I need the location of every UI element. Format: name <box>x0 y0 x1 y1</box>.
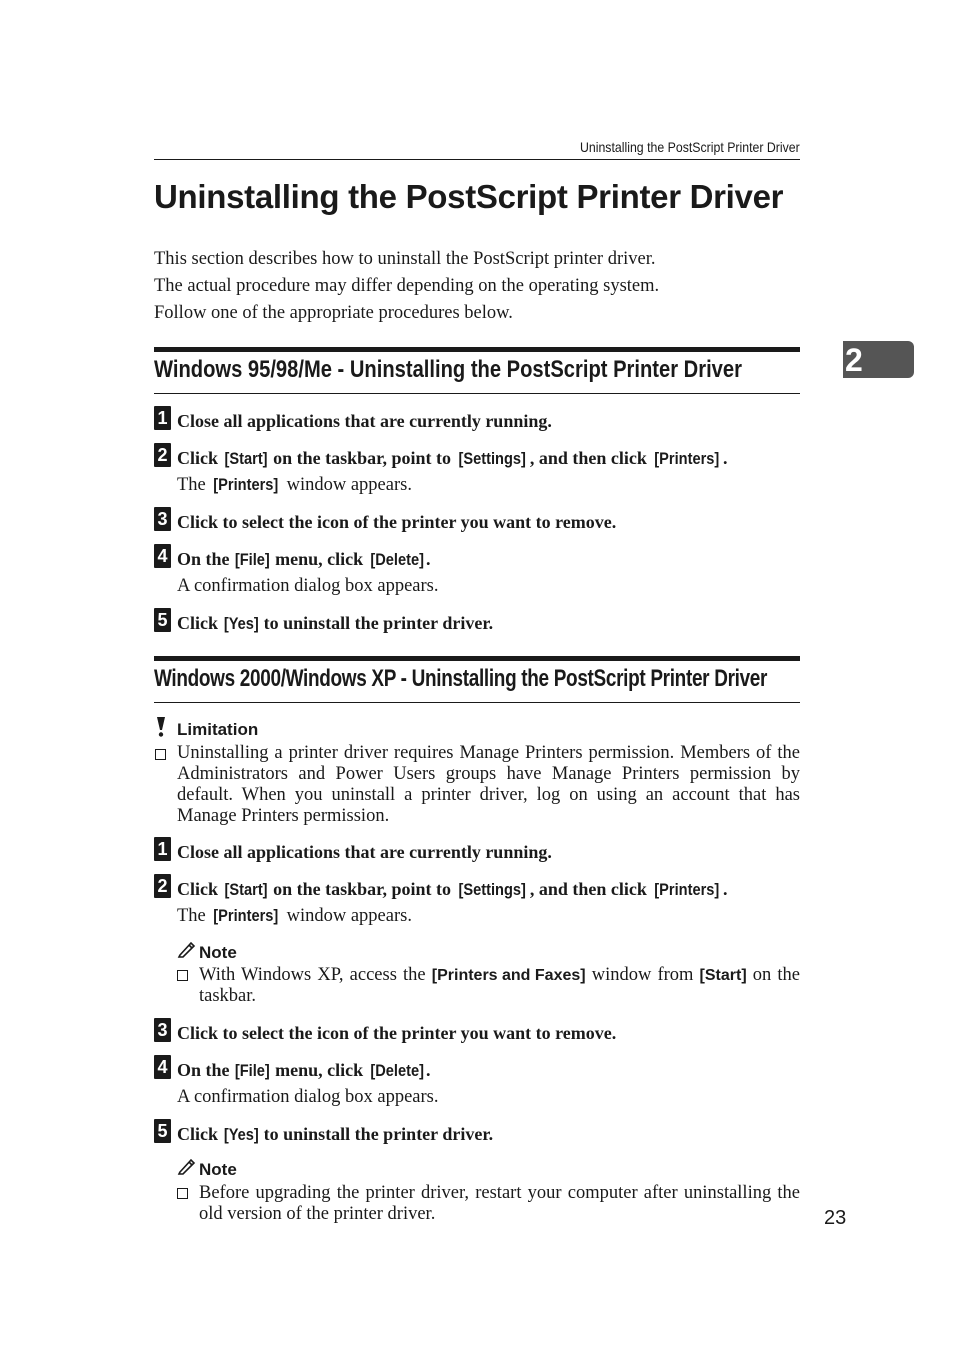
step-number: 1 <box>154 837 171 861</box>
intro-line-1: This section describes how to uninstall the PostScript printer driver. <box>154 249 656 269</box>
section1-bottom-rule <box>154 393 800 394</box>
checkbox-icon <box>177 970 188 981</box>
yes-ref: [Yes] <box>223 1125 259 1144</box>
pencil-icon <box>177 940 197 963</box>
checkbox-icon <box>177 1188 188 1199</box>
printers-ref: [Printers] <box>213 906 279 925</box>
start-button-ref: [Start] <box>699 967 747 984</box>
step-number: 3 <box>154 1018 171 1042</box>
pencil-icon <box>177 1157 197 1180</box>
step-text: Click to select the icon of the printer you want to remove. <box>177 1023 617 1043</box>
chapter-tab: 2 <box>843 341 914 378</box>
step-result: The [Printers] window appears. <box>177 475 412 495</box>
delete-ref: [Delete] <box>369 550 424 569</box>
step-text: Click [Start] on the taskbar, point to [Settings] , and then click [Printers] . <box>177 448 728 468</box>
note-text: With Windows XP, access the [Printers and Faxes] window from [Start] on the taskbar. <box>199 965 800 1006</box>
step-number: 5 <box>154 1119 171 1143</box>
step-text: Click to select the icon of the printer you want to remove. <box>177 512 617 532</box>
section1-title: Windows 95/98/Me - Uninstalling the PostScript Printer Driver <box>154 356 742 383</box>
settings-ref: [Settings] <box>458 449 527 468</box>
step-text: Click [Yes] to uninstall the printer driver. <box>177 1124 494 1144</box>
step-text: Close all applications that are currently running. <box>177 842 552 862</box>
printers-ref: [Printers] <box>654 880 720 899</box>
limitation-label: Limitation <box>177 720 259 739</box>
checkbox-icon <box>155 749 166 760</box>
section1-top-rule <box>154 347 800 352</box>
intro-line-2: The actual procedure may differ depending on the operating system. <box>154 276 660 296</box>
limitation-text: Uninstalling a printer driver requires Manage Printers permission. Members of the Administrators and Power Users groups have Manage Printers permission by default. When you uninstall a printer driver, log on using an account that has Manage Printers permission. <box>177 743 800 826</box>
step-result: A confirmation dialog box appears. <box>177 1087 439 1107</box>
step-result: The [Printers] window appears. <box>177 906 412 926</box>
step-number: 2 <box>154 874 171 898</box>
step-text: Close all applications that are currently running. <box>177 411 552 431</box>
running-header: Uninstalling the PostScript Printer Driver <box>580 139 800 155</box>
step-text: Click [Yes] to uninstall the printer driver. <box>177 613 494 633</box>
section2-title: Windows 2000/Windows XP - Uninstalling the PostScript Printer Driver <box>154 665 768 692</box>
printers-ref: [Printers] <box>213 475 279 494</box>
limitation-icon <box>155 716 167 743</box>
delete-ref: [Delete] <box>369 1061 424 1080</box>
note-label: Note <box>199 943 237 962</box>
intro-line-3: Follow one of the appropriate procedures below. <box>154 303 513 323</box>
step-text: On the [File] menu, click [Delete] . <box>177 1060 431 1080</box>
header-rule <box>154 159 800 160</box>
step-number: 3 <box>154 507 171 531</box>
start-button-ref: [Start] <box>224 880 268 899</box>
step-number: 5 <box>154 608 171 632</box>
step-text: On the [File] menu, click [Delete] . <box>177 549 431 569</box>
printers-ref: [Printers] <box>654 449 720 468</box>
section2-bottom-rule <box>154 702 800 703</box>
step-number: 4 <box>154 1055 171 1079</box>
file-menu-ref: [File] <box>234 1061 270 1080</box>
note-label: Note <box>199 1160 237 1179</box>
step-number: 1 <box>154 406 171 430</box>
page-number: 23 <box>824 1207 847 1229</box>
page-title: Uninstalling the PostScript Printer Driver <box>154 178 784 215</box>
start-button-ref: [Start] <box>224 449 268 468</box>
file-menu-ref: [File] <box>234 550 270 569</box>
printers-and-faxes-ref: [Printers and Faxes] <box>431 967 586 984</box>
step-number: 2 <box>154 443 171 467</box>
note-text: Before upgrading the printer driver, restart your computer after uninstalling the old version of the printer driver. <box>199 1183 800 1224</box>
yes-ref: [Yes] <box>223 614 259 633</box>
section2-top-rule <box>154 656 800 661</box>
settings-ref: [Settings] <box>458 880 527 899</box>
step-number: 4 <box>154 544 171 568</box>
step-text: Click [Start] on the taskbar, point to [Settings] , and then click [Printers] . <box>177 879 728 899</box>
step-result: A confirmation dialog box appears. <box>177 576 439 596</box>
